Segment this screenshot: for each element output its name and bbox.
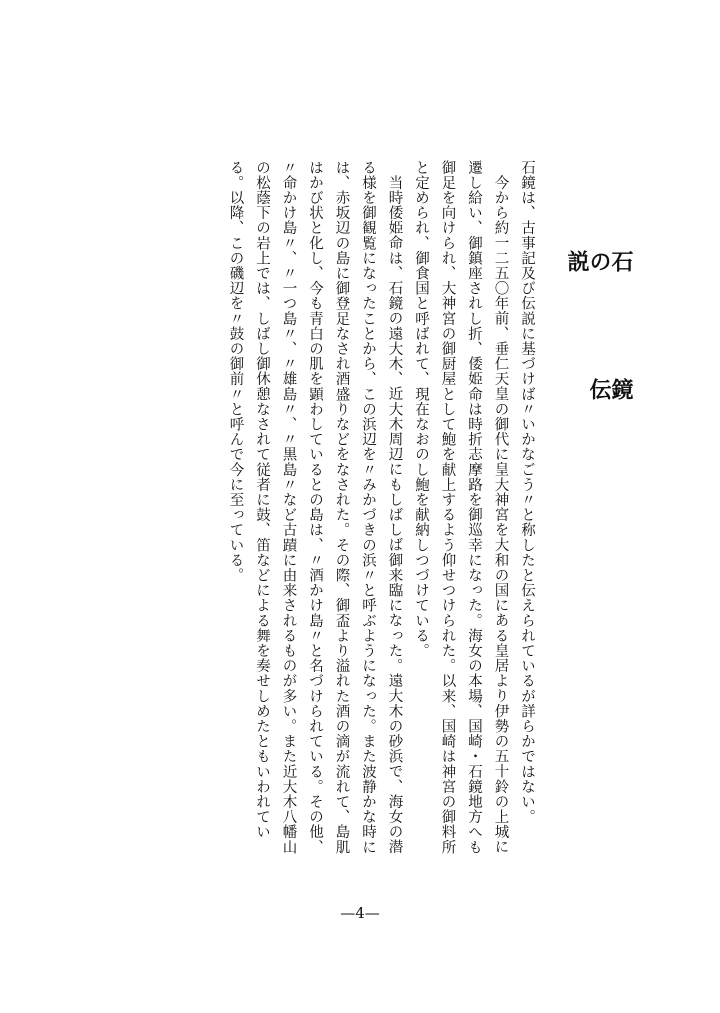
page-title: 石 鏡 の 伝 説 <box>564 250 634 506</box>
paragraph-2: 今から約一二五〇年前、垂仁天皇の御代に皇大神宮を大和の国にある皇居より伊勢の五十鈴の上城に遷し給い、御鎮座されし折、倭姫命は時折志摩路を御巡幸になった。海女の本場、国崎・石鏡地方へも御足を向けられ、大神宮の御厨屋として鮑を献上するよう仰せつけられた。以来、国崎は神宮の御料所と定められ、御食国と呼ばれて、現在なおのし鮑を献納しつづけている。 <box>413 160 509 855</box>
paragraph-1: 石鏡は、古事記及び伝説に基づけば〃いかなごう〃と称したと伝えられているが詳らかではない。 <box>519 160 535 825</box>
paragraph-3: 当時倭姫命は、石鏡の遠大木、近大木周辺にもしばしば御来臨になった。遠大木の砂浜で、海女の潜る様を御観覧になったことから、この浜辺を〃みかづきの浜〃と呼ぶようになった。また波静かな時には、赤坂辺の島に御登足なされ酒盛りなどをなされた。その際、御盃より溢れた酒の滴が流れて、島肌はかび状と化し、今も青白の肌を顕わしているとの島は、〃酒かけ島〃と名づけられている。その他、〃命かけ島〃、〃一つ島〃、〃雄島〃、〃黒島〃など古蹟に由来されるものが多い。また近大木八幡山の松蔭下の岩上では、しばし御休憩なされて従者に鼓、笛などによる舞を奏せしめたともいわれている。以降、この磯辺を〃鼓の御前〃と呼んで今に至っている。 <box>227 160 403 855</box>
page-number: —4— <box>340 904 380 922</box>
body-text <box>60 160 540 860</box>
